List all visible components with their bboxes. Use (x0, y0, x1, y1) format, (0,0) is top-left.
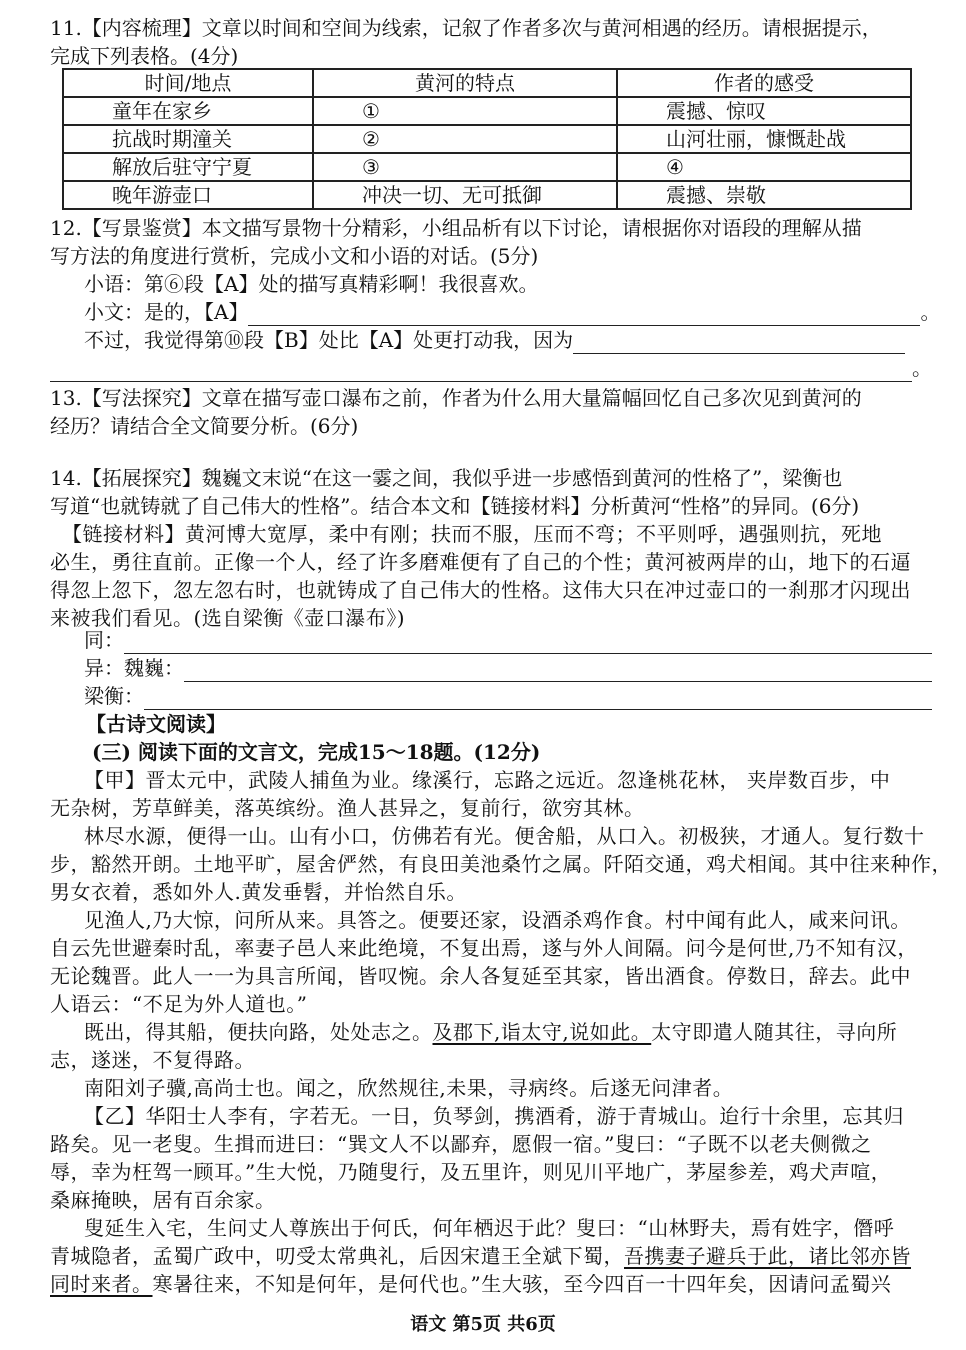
yi-line: 路矣。见一老叟。生揖而进曰：“巽文人不以鄙弃，愿假一宿。”叟曰：“子既不以老夫侧微之 (50, 1132, 872, 1156)
q13-prompt-line1: 13.【写法探究】文章在描写壶口瀑布之前，作者为什么用大量篇幅回忆自己多次见到黄河的 (50, 386, 862, 410)
q13-prompt-line2: 经历？请结合全文简要分析。(6分) (50, 414, 359, 438)
yi-line: 辱，幸为枉驾一顾耳。”生大悦，乃随叟行，及五里许，则见川平地广，茅屋参差，鸡犬声喧， (50, 1160, 892, 1184)
q14-material-line: 得忽上忽下，忽左忽右时，也就铸成了自己伟大的性格。这伟大只在冲过壶口的一刹那才闪现出 (50, 578, 911, 602)
table-row (63, 125, 911, 153)
q11-prompt-line1: 11.【内容梳理】文章以时间和空间为线索，记叙了作者多次与黄河相遇的经历。请根据提示， (50, 16, 882, 40)
q11-table (62, 68, 912, 210)
table-cell: ① (313, 97, 617, 125)
answer-blank-weiwei[interactable] (184, 661, 932, 682)
q12-end-mark: 。 (912, 356, 932, 380)
table-cell: 震撼、崇敬 (617, 181, 911, 209)
yi-line: 【乙】华阳士人李有，字若无。一日，负琴剑，携酒肴，游于青城山。迨行十余里，忘其归 (84, 1104, 904, 1128)
q14-diff-row (84, 654, 932, 682)
q12-answer-line2 (50, 354, 932, 382)
table-cell: ③ (313, 153, 617, 181)
yi-text: 青城隐者，孟蜀广政中，叨受太常典礼，后因宋遣王全斌下蜀， (50, 1244, 624, 1268)
jia-line: 男女衣着，悉如外人.黄发垂髫，并怡然自乐。 (50, 880, 467, 904)
table-cell: 童年在家乡 (63, 97, 313, 125)
yi-line: 叟延生入宅，生问丈人尊族出于何氏，何年栖迟于此？叟曰：“山林野夫，焉有姓字，僭呼 (84, 1216, 895, 1240)
table-cell: 震撼、惊叹 (617, 97, 911, 125)
yi-text: 寒暑往来，不知是何年，是何代也。”生大骇，至今四百一十四年矣，因请问孟蜀兴 (152, 1272, 892, 1296)
answer-blank-same[interactable] (124, 633, 932, 654)
jia-line: 自云先世避秦时乱，率妻子邑人来此绝境，不复出焉，遂与外人间隔。问今是何世,乃不知有汉， (50, 936, 918, 960)
underlined-sentence: 及郡下,诣太守,说如此。 (432, 1020, 652, 1044)
q14-same-label: 同： (84, 628, 124, 652)
q14-material-line: 必生，勇往直前。正像一个人，经了许多磨难便有了自己的个性；黄河被两岸的山，地下的石逼 (50, 550, 911, 574)
q12-dialog-b (84, 326, 905, 354)
table-header-row (63, 69, 911, 97)
q14-material-line: 【链接材料】黄河博大宽厚，柔中有刚；扶而不服，压而不弯；不平则呼，遇强则抗，死地 (62, 522, 882, 546)
table-row (63, 181, 911, 209)
table-cell: 抗战时期潼关 (63, 125, 313, 153)
jia-line: 南阳刘子骥,高尚士也。闻之，欣然规往,未果，寻病终。后遂无问津者。 (84, 1076, 734, 1100)
q14-material-line: 来被我们看见。(选自梁衡《壶口瀑布》) (50, 606, 406, 630)
jia-line: 人语云：“不足为外人道也。” (50, 992, 308, 1016)
q14-same-row (84, 626, 932, 654)
jia-line: 见渔人,乃大惊，问所从来。具答之。便要还家，设酒杀鸡作食。村中闻有此人，咸来问讯。 (84, 908, 911, 932)
underlined-sentence: 同时来者。 (50, 1272, 153, 1296)
q12-b-label: 不过，我觉得第⑩段【B】处比【A】处更打动我，因为 (84, 328, 574, 352)
table-cell: 解放后驻守宁夏 (63, 153, 313, 181)
jia-line: 林尽水源，便得一山。山有小口，仿佛若有光。便舍船，从口入。初极狭，才通人。复行数十 (84, 824, 925, 848)
yi-line: 桑麻掩映，居有百余家。 (50, 1188, 276, 1212)
answer-blank-liangheng[interactable] (144, 689, 932, 710)
table-row (63, 153, 911, 181)
jia-line: 志，遂迷，不复得路。 (50, 1048, 255, 1072)
page-footer: 语文 第5页 共6页 (410, 1314, 556, 1335)
jia-line-underlined (84, 1018, 897, 1046)
answer-blank-b2[interactable] (50, 361, 912, 382)
table-header: 黄河的特点 (313, 69, 617, 97)
underlined-sentence: 吾携妻子避兵于此，诸比邻亦皆 (624, 1244, 911, 1268)
table-cell: ② (313, 125, 617, 153)
table-header: 作者的感受 (617, 69, 911, 97)
table-header: 时间/地点 (63, 69, 313, 97)
jia-line: 无杂树，芳草鲜美，落英缤纷。渔人甚异之，复前行，欲穷其林。 (50, 796, 645, 820)
q14-liangheng-row (84, 682, 932, 710)
yi-line-underlined (50, 1270, 891, 1298)
q12-prompt-line2: 写方法的角度进行赏析，完成小文和小语的对话。(5分) (50, 244, 539, 268)
jia-text: 太守即遣人随其往，寻向所 (651, 1020, 898, 1044)
q14-prompt-line2: 写道“也就铸就了自己伟大的性格”。结合本文和【链接材料】分析黄河“性格”的异同。(6分) (50, 494, 860, 518)
jia-line: 步，豁然开朗。土地平旷，屋舍俨然，有良田美池桑竹之属。阡陌交通，鸡犬相闻。其中往来种作， (50, 852, 952, 876)
answer-blank-b1[interactable] (573, 333, 905, 354)
section-title: 【古诗文阅读】 (86, 712, 226, 736)
q14-liangheng-label: 梁衡： (84, 684, 144, 708)
table-cell: ④ (617, 153, 911, 181)
answer-blank-a[interactable] (248, 305, 920, 326)
table-cell: 山河壮丽，慷慨赴战 (617, 125, 911, 153)
table-cell: 晚年游壶口 (63, 181, 313, 209)
q14-diff-label: 异：魏巍： (84, 656, 184, 680)
table-cell: 冲决一切、无可抵御 (313, 181, 617, 209)
q12-dialog-xiaowen (84, 298, 940, 326)
section-subtitle: (三) 阅读下面的文言文，完成15～18题。(12分) (92, 740, 541, 764)
jia-text: 既出，得其船，便扶向路，处处志之。 (84, 1020, 433, 1044)
q12-end-mark: 。 (920, 300, 941, 324)
q12-dialog-xiaoyu: 小语：第⑥段【A】处的描写真精彩啊！我很喜欢。 (84, 272, 539, 296)
q11-prompt-line2: 完成下列表格。(4分) (50, 44, 239, 68)
jia-line: 【甲】晋太元中，武陵人捕鱼为业。缘溪行，忘路之远近。忽逢桃花林， 夹岸数百步，中 (84, 768, 891, 792)
q12-xiaowen-label: 小文：是的，【A】 (84, 300, 249, 324)
yi-line-underlined (50, 1242, 911, 1270)
q14-prompt-line1: 14.【拓展探究】魏巍文末说“在这一霎之间，我似乎进一步感悟到黄河的性格了”，梁衡也 (50, 466, 843, 490)
table-row (63, 97, 911, 125)
q12-prompt-line1: 12.【写景鉴赏】本文描写景物十分精彩，小组品析有以下讨论，请根据你对语段的理解从描 (50, 216, 862, 240)
jia-line: 无论魏晋。此人一一为具言所闻，皆叹惋。余人各复延至其家，皆出酒食。停数日，辞去。此中 (50, 964, 911, 988)
